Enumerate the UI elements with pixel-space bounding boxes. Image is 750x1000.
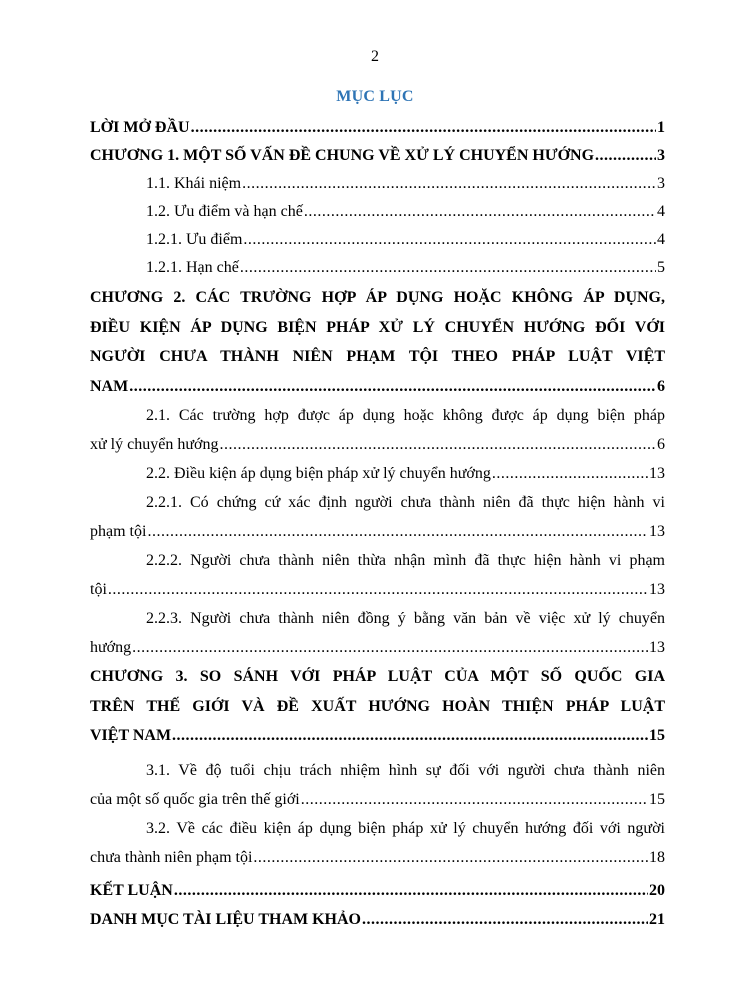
toc-page-number: 6 [657,436,665,453]
toc-entry-title: 1.1. Khái niệm [146,175,242,192]
toc-entry-1-2-1-limitations[interactable] [146,254,665,282]
toc-page-number: 13 [649,465,665,482]
toc-page-number: 3 [657,147,665,164]
toc-entry-intro[interactable] [90,114,665,142]
toc-entry-line: CHƯƠNG 3. SO SÁNH VỚI PHÁP LUẬT CỦA MỘT SỐ QUỐC GIA [90,668,665,685]
page-number: 2 [371,48,379,65]
toc-entry-chapter-1[interactable] [90,142,665,170]
toc-entry-line: 2.2.2. Người chưa thành niên thừa nhận mình đã thực hiện hành vi phạm [146,552,665,569]
toc-entry-line: 2.1. Các trường hợp được áp dụng hoặc không được áp dụng biện pháp [146,407,665,424]
toc-page-number: 4 [657,203,665,220]
toc-entry-title: phạm tội [90,523,147,540]
toc-entry-title: DANH MỤC TÀI LIỆU THAM KHẢO [90,911,361,928]
toc-page-number: 20 [649,881,665,899]
toc-entry-1-2-1-advantages[interactable] [146,226,665,254]
toc-entry-title: xử lý chuyển hướng [90,436,219,453]
toc-entry-title: hướng [90,639,132,656]
dot-leader [147,517,648,546]
toc-entry-1-1[interactable] [146,170,665,198]
toc-page-number: 15 [649,727,665,744]
dot-leader [253,843,648,872]
toc-entry-line: 2.2.1. Có chứng cứ xác định người chưa thành niên đã thực hiện hành vi [146,494,665,511]
toc-page-number: 15 [649,790,665,808]
toc-entry-title: chưa thành niên phạm tội [90,848,253,866]
toc-entry-title: 1.2.1. Ưu điểm [146,231,243,248]
toc-page-number: 21 [649,911,665,928]
toc-entry-title: 1.2.1. Hạn chế [146,259,239,276]
toc-entry-2-2-3[interactable] [90,604,665,662]
toc-entry-title: 2.2. Điều kiện áp dụng biện pháp xử lý chuyển hướng [146,465,491,482]
toc-entry-2-1[interactable] [90,401,665,459]
toc-page-number: 1 [657,119,665,136]
dot-leader [595,142,656,170]
dot-leader [219,430,656,459]
toc-entry-title: 1.2. Ưu điểm và hạn chế [146,203,303,220]
toc-page-number: 18 [649,848,665,866]
toc-entry-line: 2.2.3. Người chưa thành niên đồng ý bằng văn bản về việc xử lý chuyển [146,610,665,627]
toc-entry-title: tội [90,581,107,598]
toc-entry-title: CHƯƠNG 1. MỘT SỐ VẤN ĐỀ CHUNG VỀ XỬ LÝ CHUYỂN HƯỚNG [90,147,595,164]
toc-entry-3-2[interactable] [90,814,665,872]
toc-entry-title: LỜI MỞ ĐẦU [90,119,190,136]
dot-leader [304,198,656,226]
toc-entry-line: 3.1. Về độ tuổi chịu trách nhiệm hình sự đối với người chưa thành niên [146,761,665,779]
toc-page-number: 5 [657,259,665,276]
toc-page-number: 13 [649,581,665,598]
toc-entry-line: ĐIỀU KIỆN ÁP DỤNG BIỆN PHÁP XỬ LÝ CHUYỂN HƯỚNG ĐỐI VỚI [90,318,665,336]
toc-entry-references[interactable] [90,905,665,935]
toc-entry-conclusion[interactable] [90,876,665,906]
dot-leader [240,254,656,282]
dot-leader [301,785,648,814]
toc-page-number: 4 [657,231,665,248]
toc-entry-line: TRÊN THẾ GIỚI VÀ ĐỀ XUẤT HƯỚNG HOÀN THIỆN PHÁP LUẬT [90,697,665,715]
toc-page-number: 6 [657,377,665,395]
toc-entry-2-2[interactable] [146,459,665,488]
toc-entry-line: NGƯỜI CHƯA THÀNH NIÊN PHẠM TỘI THEO PHÁP LUẬT VIỆT [90,348,665,365]
toc-entry-title: KẾT LUẬN [90,881,173,899]
toc-page-number: 3 [657,175,665,192]
toc-entry-title: VIỆT NAM [90,727,172,744]
toc-page-number: 13 [649,523,665,540]
toc-entry-3-1[interactable] [90,756,665,814]
dot-leader [108,575,648,604]
table-of-contents [90,114,665,935]
toc-entry-chapter-2[interactable] [90,283,665,401]
dot-leader [242,170,656,198]
toc-entry-2-2-1[interactable] [90,488,665,546]
toc-entry-1-2[interactable] [146,198,665,226]
toc-title: MỤC LỤC [336,88,414,105]
toc-page-number: 13 [649,639,665,656]
dot-leader [132,633,648,662]
dot-leader [174,876,648,906]
toc-entry-line: CHƯƠNG 2. CÁC TRƯỜNG HỢP ÁP DỤNG HOẶC KHÔNG ÁP DỤNG, [90,289,665,306]
toc-entry-2-2-2[interactable] [90,546,665,604]
toc-entry-title: NAM [90,377,129,395]
dot-leader [243,226,656,254]
toc-entry-title: của một số quốc gia trên thế giới [90,790,300,808]
toc-entry-line: 3.2. Về các điều kiện áp dụng biện pháp xử lý chuyển hướng đối với người [146,819,665,837]
dot-leader [362,905,648,935]
dot-leader [129,372,656,402]
dot-leader [191,114,656,142]
dot-leader [492,459,648,488]
toc-entry-chapter-3[interactable] [90,662,665,751]
dot-leader [172,721,648,751]
